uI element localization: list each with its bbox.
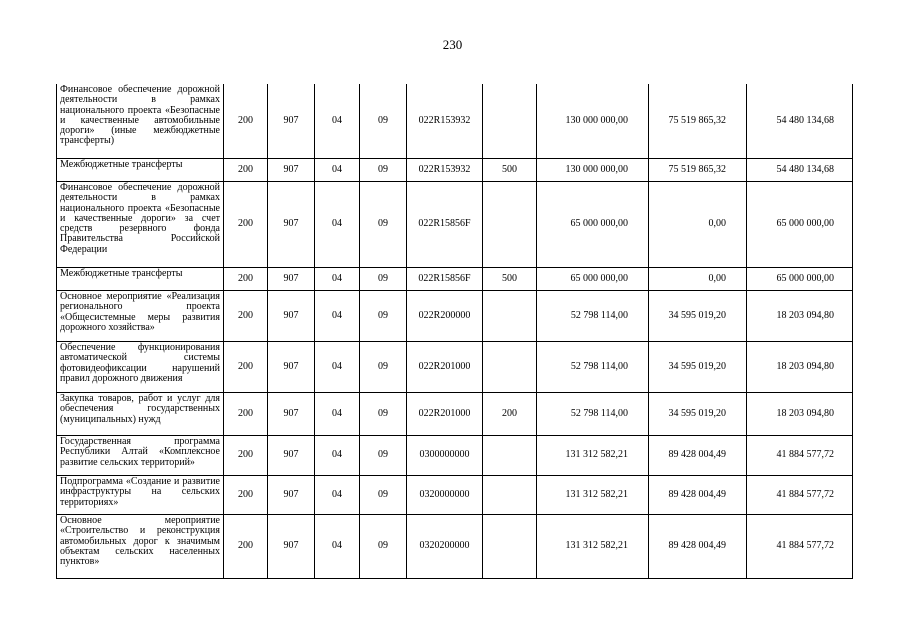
table-row — [57, 268, 853, 291]
cell-col2: 907 — [268, 476, 315, 515]
cell-sum2: 34 595 019,20 — [649, 342, 747, 393]
cell-sum1: 52 798 114,00 — [537, 393, 649, 436]
cell-sum3: 18 203 094,80 — [747, 291, 853, 342]
row-name: Межбюджетные трансферты — [57, 159, 224, 182]
row-name: Обеспечение функционирования автоматической системы фотовидеофиксации нарушений правил дорожного движения — [57, 342, 224, 393]
budget-table — [56, 84, 853, 579]
row-name: Финансовое обеспечение дорожной деятельности в рамках национального проекта «Безопасные и качественные автомобильные дороги» (иные межбюджетные трансферты) — [57, 84, 224, 159]
cell-sum1: 131 312 582,21 — [537, 515, 649, 579]
row-name: Финансовое обеспечение дорожной деятельности в рамках национального проекта «Безопасные и качественные дороги» за счет средств резервного фонда Правительства Российской Федерации — [57, 182, 224, 268]
cell-col4: 09 — [360, 342, 407, 393]
cell-sum1: 130 000 000,00 — [537, 84, 649, 159]
cell-sum1: 52 798 114,00 — [537, 342, 649, 393]
cell-col1: 200 — [224, 291, 268, 342]
cell-type — [483, 515, 537, 579]
cell-sum1: 65 000 000,00 — [537, 182, 649, 268]
cell-type — [483, 342, 537, 393]
cell-type: 500 — [483, 268, 537, 291]
cell-sum2: 89 428 004,49 — [649, 436, 747, 476]
cell-sum1: 131 312 582,21 — [537, 436, 649, 476]
cell-sum1: 130 000 000,00 — [537, 159, 649, 182]
cell-code: 0300000000 — [407, 436, 483, 476]
cell-col1: 200 — [224, 476, 268, 515]
cell-sum1: 52 798 114,00 — [537, 291, 649, 342]
cell-sum3: 41 884 577,72 — [747, 515, 853, 579]
cell-type: 500 — [483, 159, 537, 182]
cell-code: 022R153932 — [407, 159, 483, 182]
cell-col1: 200 — [224, 393, 268, 436]
cell-col3: 04 — [315, 476, 360, 515]
cell-sum2: 89 428 004,49 — [649, 515, 747, 579]
cell-col3: 04 — [315, 159, 360, 182]
cell-col4: 09 — [360, 84, 407, 159]
cell-col1: 200 — [224, 268, 268, 291]
table-row — [57, 84, 853, 159]
cell-type — [483, 84, 537, 159]
cell-col3: 04 — [315, 342, 360, 393]
cell-code: 022R201000 — [407, 393, 483, 436]
cell-col1: 200 — [224, 84, 268, 159]
cell-col3: 04 — [315, 84, 360, 159]
cell-col3: 04 — [315, 515, 360, 579]
cell-code: 022R200000 — [407, 291, 483, 342]
table-row — [57, 159, 853, 182]
table-row — [57, 436, 853, 476]
cell-col4: 09 — [360, 182, 407, 268]
cell-col4: 09 — [360, 515, 407, 579]
cell-sum3: 54 480 134,68 — [747, 84, 853, 159]
cell-type: 200 — [483, 393, 537, 436]
table-row — [57, 515, 853, 579]
cell-sum3: 65 000 000,00 — [747, 268, 853, 291]
cell-sum1: 65 000 000,00 — [537, 268, 649, 291]
page-number: 230 — [442, 37, 463, 52]
row-name: Основное мероприятие «Строительство и реконструкция автомобильных дорог к значимым объектам сельских населенных пунктов» — [57, 515, 224, 579]
table-row — [57, 182, 853, 268]
row-name: Государственная программа Республики Алтай «Комплексное развитие сельских территорий» — [57, 436, 224, 476]
cell-col4: 09 — [360, 436, 407, 476]
table-row — [57, 291, 853, 342]
cell-sum2: 75 519 865,32 — [649, 159, 747, 182]
cell-col1: 200 — [224, 159, 268, 182]
row-name: Закупка товаров, работ и услуг для обеспечения государственных (муниципальных) нужд — [57, 393, 224, 436]
table-row — [57, 476, 853, 515]
cell-col4: 09 — [360, 291, 407, 342]
cell-col3: 04 — [315, 393, 360, 436]
cell-col3: 04 — [315, 268, 360, 291]
cell-code: 0320000000 — [407, 476, 483, 515]
cell-code: 0320200000 — [407, 515, 483, 579]
cell-col3: 04 — [315, 182, 360, 268]
cell-sum3: 54 480 134,68 — [747, 159, 853, 182]
cell-col4: 09 — [360, 393, 407, 436]
cell-code: 022R15856F — [407, 268, 483, 291]
cell-col1: 200 — [224, 342, 268, 393]
cell-col1: 200 — [224, 515, 268, 579]
table-row — [57, 393, 853, 436]
cell-col1: 200 — [224, 182, 268, 268]
cell-sum2: 34 595 019,20 — [649, 291, 747, 342]
cell-sum3: 41 884 577,72 — [747, 436, 853, 476]
cell-code: 022R153932 — [407, 84, 483, 159]
cell-sum2: 0,00 — [649, 268, 747, 291]
cell-col2: 907 — [268, 436, 315, 476]
cell-col3: 04 — [315, 291, 360, 342]
cell-col1: 200 — [224, 436, 268, 476]
cell-code: 022R15856F — [407, 182, 483, 268]
cell-type — [483, 182, 537, 268]
cell-col2: 907 — [268, 159, 315, 182]
cell-type — [483, 291, 537, 342]
cell-type — [483, 436, 537, 476]
cell-sum3: 65 000 000,00 — [747, 182, 853, 268]
cell-sum3: 18 203 094,80 — [747, 393, 853, 436]
cell-col2: 907 — [268, 393, 315, 436]
cell-type — [483, 476, 537, 515]
cell-sum1: 131 312 582,21 — [537, 476, 649, 515]
row-name: Основное мероприятие «Реализация регионального проекта «Общесистемные меры развития дорожного хозяйства» — [57, 291, 224, 342]
cell-code: 022R201000 — [407, 342, 483, 393]
cell-sum2: 75 519 865,32 — [649, 84, 747, 159]
cell-sum2: 89 428 004,49 — [649, 476, 747, 515]
cell-col2: 907 — [268, 268, 315, 291]
table-row — [57, 342, 853, 393]
row-name: Межбюджетные трансферты — [57, 268, 224, 291]
row-name: Подпрограмма «Создание и развитие инфраструктуры на сельских территориях» — [57, 476, 224, 515]
cell-col2: 907 — [268, 84, 315, 159]
cell-sum3: 41 884 577,72 — [747, 476, 853, 515]
cell-col2: 907 — [268, 182, 315, 268]
cell-col2: 907 — [268, 342, 315, 393]
cell-col4: 09 — [360, 268, 407, 291]
cell-col2: 907 — [268, 291, 315, 342]
cell-col4: 09 — [360, 159, 407, 182]
cell-col2: 907 — [268, 515, 315, 579]
cell-col3: 04 — [315, 436, 360, 476]
cell-col4: 09 — [360, 476, 407, 515]
cell-sum2: 34 595 019,20 — [649, 393, 747, 436]
cell-sum3: 18 203 094,80 — [747, 342, 853, 393]
cell-sum2: 0,00 — [649, 182, 747, 268]
